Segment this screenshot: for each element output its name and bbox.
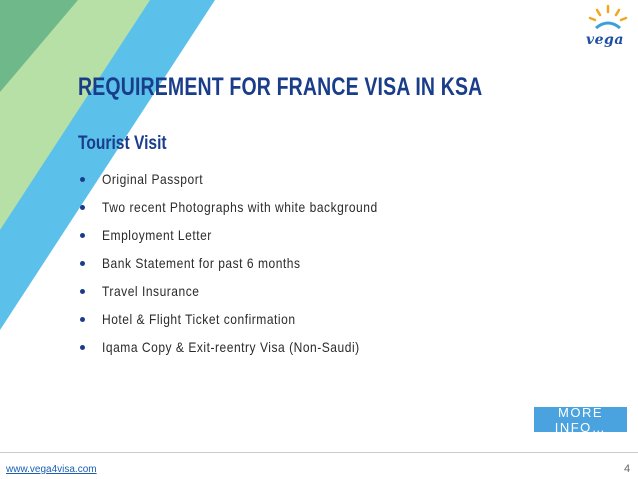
bullet-icon bbox=[80, 289, 85, 294]
list-item-text: Iqama Copy & Exit-reentry Visa (Non-Saudi) bbox=[102, 339, 360, 355]
list-item bbox=[80, 221, 423, 249]
list-item bbox=[80, 165, 423, 193]
list-item-text: Hotel & Flight Ticket confirmation bbox=[102, 311, 296, 327]
bullet-icon bbox=[80, 261, 85, 266]
bullet-icon bbox=[80, 233, 85, 238]
requirements-list bbox=[80, 165, 423, 361]
bullet-icon bbox=[80, 345, 85, 350]
footer-divider bbox=[0, 452, 638, 453]
bullet-icon bbox=[80, 177, 85, 182]
list-item bbox=[80, 305, 423, 333]
more-info-button[interactable]: MORE INFO… bbox=[534, 407, 627, 432]
list-item-text: Two recent Photographs with white background bbox=[102, 199, 378, 215]
list-item-text: Employment Letter bbox=[102, 227, 212, 243]
page-title: REQUIREMENT FOR FRANCE VISA IN KSA bbox=[78, 73, 483, 101]
list-item bbox=[80, 277, 423, 305]
page-number: 4 bbox=[624, 463, 631, 475]
list-item bbox=[80, 249, 423, 277]
logo-text: vega bbox=[586, 32, 624, 48]
section-subtitle: Tourist Visit bbox=[78, 133, 167, 154]
list-item bbox=[80, 193, 423, 221]
list-item-text: Travel Insurance bbox=[102, 283, 200, 299]
list-item-text: Bank Statement for past 6 months bbox=[102, 255, 301, 271]
bullet-icon bbox=[80, 317, 85, 322]
bullet-icon bbox=[80, 205, 85, 210]
website-link[interactable]: www.vega4visa.com bbox=[6, 464, 97, 475]
list-item bbox=[80, 333, 423, 361]
list-item-text: Original Passport bbox=[102, 171, 204, 187]
